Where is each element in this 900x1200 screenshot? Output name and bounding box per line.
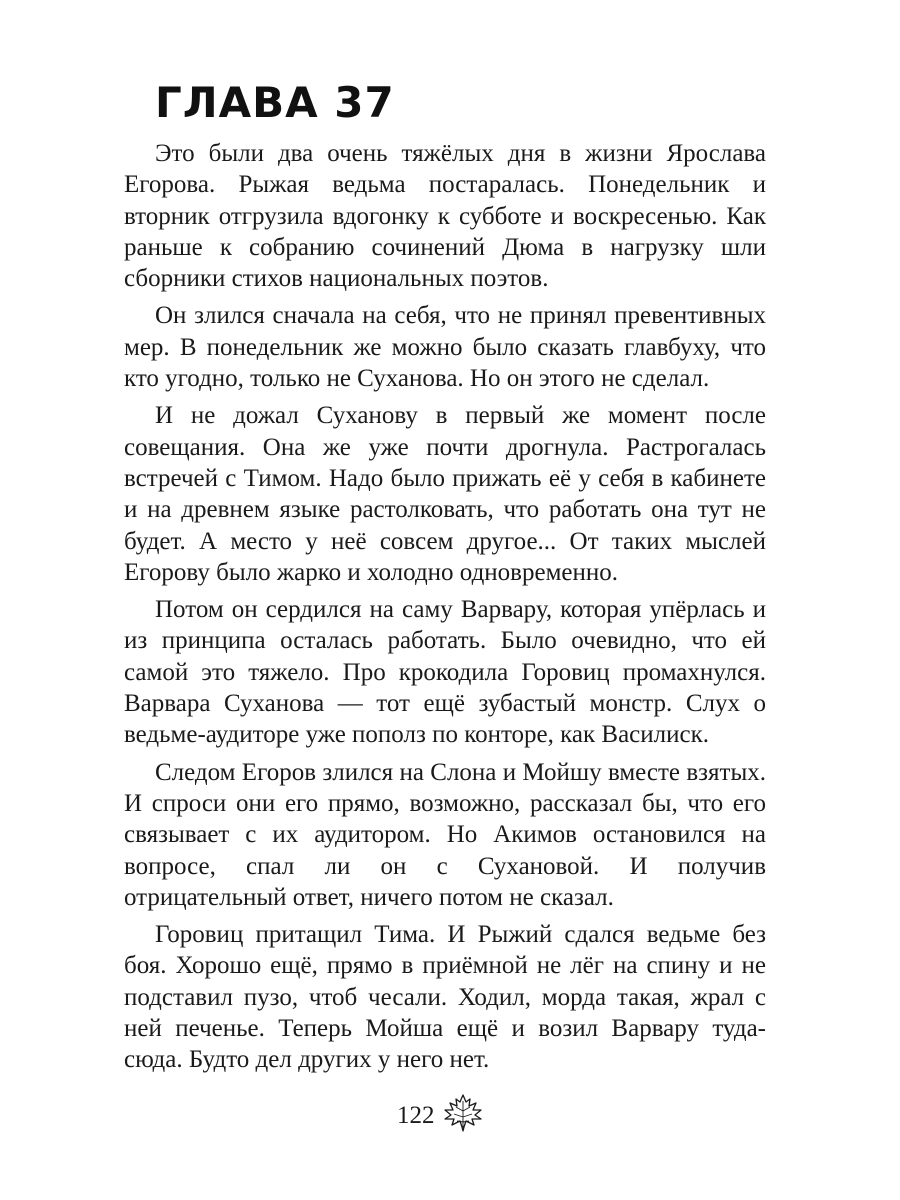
paragraph: Горовиц притащил Тима. И Рыжий сдался ведьме без боя. Хорошо ещё, прямо в приёмной не лёг на спину и не подставил пузо, чтоб чесали. Ходил, морда такая, жрал с ней печенье. Теперь Мойша ещё и возил Варвару туда-сюда. Будто дел других у него нет.: [124, 921, 766, 1074]
paragraph: Следом Егоров злился на Слона и Мойшу вместе взятых. И спроси они его прямо, возможно, рассказал бы, что его связывает с их аудитором. Но Акимов остановился на вопросе, спал ли он с Сухановой. И получив отрицательный ответ, ничего потом не сказал.: [124, 758, 766, 911]
paragraph: Он злился сначала на себя, что не принял превентивных мер. В понедельник же можно было сказать главбуху, что кто угодно, только не Суханова. Но он этого не сделал.: [124, 302, 766, 393]
page-footer: [0, 1093, 900, 1137]
chapter-title: ГЛАВА 37: [155, 78, 395, 127]
paragraph: И не дожал Суханову в первый же момент после совещания. Она же уже почти дрогнула. Растрогалась встречей с Тимом. Надо было прижать её у себя в кабинете и на древнем языке растолковать, что работать она тут не будет. А место у неё совсем другое... От таких мыслей Егорову было жарко и холодно одновременно.: [124, 402, 766, 586]
paragraph: Потом он сердился на саму Варвару, которая упёрлась и из принципа осталась работать. Было очевидно, что ей самой это тяжело. Про крокодила Горовиц промахнулся. Варвара Суханова — тот ещё зубастый монстр. Слух о ведьме-аудиторе уже пополз по конторе, как Василиск.: [124, 596, 766, 749]
chapter-body: [124, 138, 766, 1082]
paragraph: Это были два очень тяжёлых дня в жизни Ярослава Егорова. Рыжая ведьма постаралась. Понедельник и вторник отгрузила вдогонку к субботе и воскресенью. Как раньше к собранию сочинений Дюма в нагрузку шли сборники стихов национальных поэтов.: [124, 140, 766, 293]
maple-leaf-icon: [440, 1093, 486, 1133]
page-number: 122: [397, 1102, 435, 1129]
